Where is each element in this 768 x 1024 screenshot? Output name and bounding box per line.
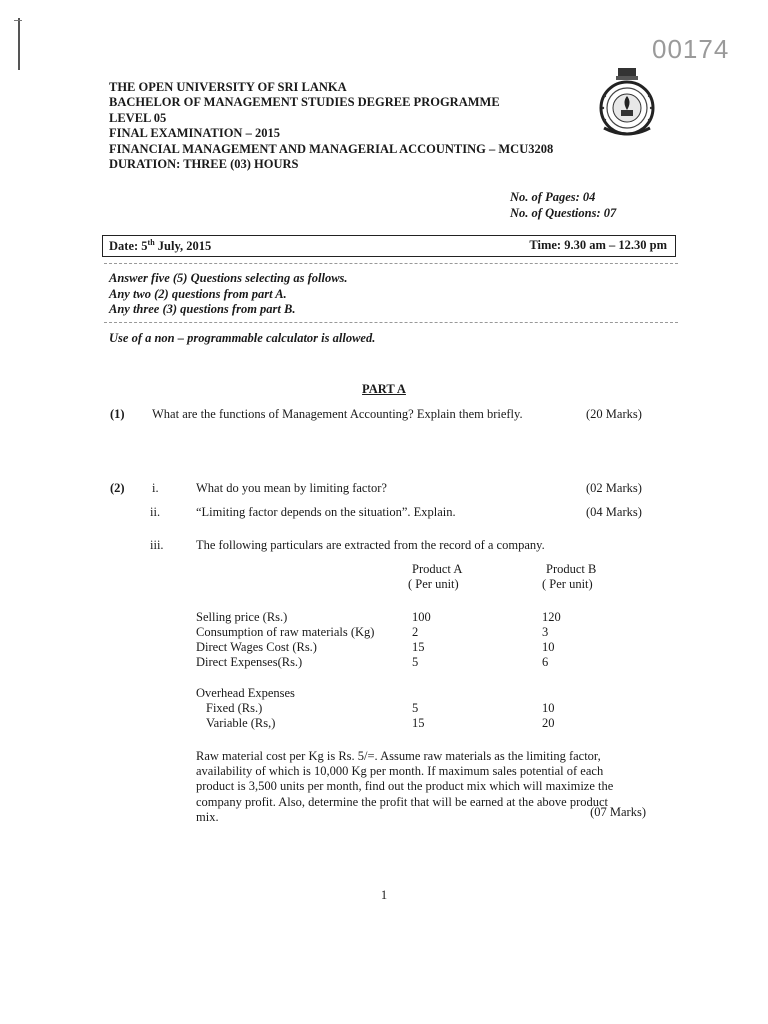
cell-a: 15 xyxy=(412,640,425,654)
instructions xyxy=(109,271,348,318)
exam-header xyxy=(109,80,553,172)
divider xyxy=(104,322,678,323)
question-2-ii-text: “Limiting factor depends on the situation”. Explain. xyxy=(196,505,456,519)
cell-b: 10 xyxy=(542,701,555,715)
row-label: Variable (Rs,) xyxy=(206,716,276,730)
question-1-marks: (20 Marks) xyxy=(586,407,642,421)
paragraph-line: Raw material cost per Kg is Rs. 5/=. Assume raw materials as the limiting factor, xyxy=(196,749,601,763)
question-2-i-number: i. xyxy=(152,481,159,495)
row-label: Consumption of raw materials (Kg) xyxy=(196,625,375,639)
margin-tick xyxy=(14,20,22,21)
question-2-ii-number: ii. xyxy=(150,505,161,519)
document-stamp-number: 00174 xyxy=(652,34,730,64)
question-2-iii-number: iii. xyxy=(150,538,164,552)
column-header-product-a: Product A xyxy=(412,562,463,576)
cell-b: 6 xyxy=(542,655,549,669)
cell-b: 10 xyxy=(542,640,555,654)
university-crest-icon xyxy=(596,66,658,138)
question-2-i-text: What do you mean by limiting factor? xyxy=(196,481,387,495)
exam-time: Time: 9.30 am – 12.30 pm xyxy=(529,238,667,252)
course-title: FINANCIAL MANAGEMENT AND MANAGERIAL ACCOUNTING – MCU3208 xyxy=(109,141,554,156)
calculator-note: Use of a non – programmable calculator is allowed. xyxy=(109,331,376,345)
column-header-product-b: Product B xyxy=(546,562,597,576)
cell-a: 15 xyxy=(412,716,425,730)
row-label: Selling price (Rs.) xyxy=(196,610,288,624)
number-of-pages: No. of Pages: 04 xyxy=(510,190,596,204)
column-subheader-product-b: ( Per unit) xyxy=(542,577,593,591)
column-subheader-product-a: ( Per unit) xyxy=(408,577,459,591)
question-2-number: (2) xyxy=(110,481,125,495)
question-2-iii-marks: (07 Marks) xyxy=(590,804,646,819)
exam-title: FINAL EXAMINATION – 2015 xyxy=(109,126,280,141)
paragraph-line: mix. (07 Marks) xyxy=(196,804,646,824)
date-time-box xyxy=(102,235,676,257)
row-label: Fixed (Rs.) xyxy=(206,701,263,715)
duration: DURATION: THREE (03) HOURS xyxy=(109,157,299,172)
programme-name: BACHELOR OF MANAGEMENT STUDIES DEGREE PROGRAMME xyxy=(109,95,500,110)
instruction-line: Any three (3) questions from part B. xyxy=(109,302,296,316)
cell-a: 100 xyxy=(412,610,431,624)
question-2-iii-text: The following particulars are extracted from the record of a company. xyxy=(196,538,545,552)
question-1-text: What are the functions of Management Accounting? Explain them briefly. xyxy=(152,407,523,421)
cell-a: 5 xyxy=(412,701,419,715)
university-name: THE OPEN UNIVERSITY OF SRI LANKA xyxy=(109,80,347,94)
number-of-questions: No. of Questions: 07 xyxy=(510,206,617,220)
cell-b: 120 xyxy=(542,610,561,624)
exam-date: Date: 5th July, 2015 xyxy=(109,238,212,254)
paragraph-line: company profit. Also, determine the profit that will be earned at the above product xyxy=(196,794,609,809)
paragraph-line: availability of which is 10,000 Kg per month. If maximum sales potential of each xyxy=(196,764,604,779)
page-question-count xyxy=(510,189,616,221)
page-number: 1 xyxy=(380,888,388,902)
cell-b: 20 xyxy=(542,716,555,730)
question-1-number: (1) xyxy=(110,407,125,421)
question-2-i-marks: (02 Marks) xyxy=(586,481,642,495)
cell-a: 2 xyxy=(412,625,419,639)
divider xyxy=(104,263,678,264)
question-2-iii-paragraph xyxy=(196,749,646,825)
paragraph-line: product is 3,500 units per month, find out the product mix which will maximize the xyxy=(196,779,614,794)
part-a-heading: PART A xyxy=(362,382,406,396)
instruction-line: Any two (2) questions from part A. xyxy=(109,286,287,301)
cell-b: 3 xyxy=(542,625,549,639)
instruction-line: Answer five (5) Questions selecting as follows. xyxy=(109,271,348,285)
margin-mark xyxy=(18,18,20,70)
row-label: Direct Wages Cost (Rs.) xyxy=(196,640,317,654)
overhead-title: Overhead Expenses xyxy=(196,686,295,700)
question-2-ii-marks: (04 Marks) xyxy=(586,505,642,519)
row-label: Direct Expenses(Rs.) xyxy=(196,655,303,669)
level: LEVEL 05 xyxy=(109,110,167,125)
cell-a: 5 xyxy=(412,655,419,669)
